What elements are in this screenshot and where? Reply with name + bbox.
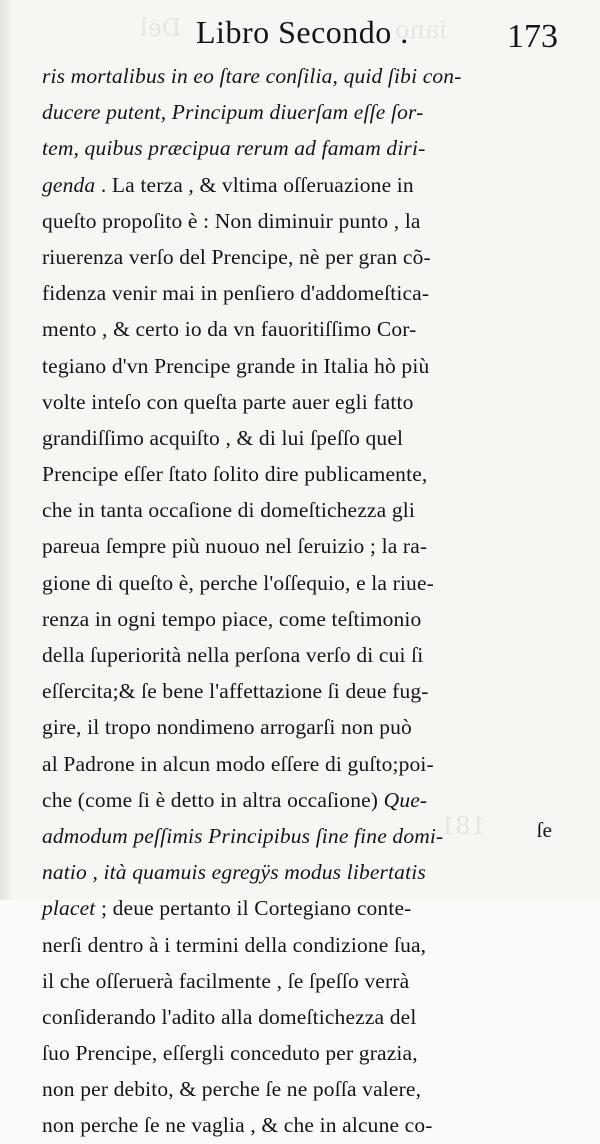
text-line [42, 130, 562, 166]
reverse-bleed-through: Del iano 181 [140, 14, 486, 840]
latin-quote: ris mortalibus in eo ſtare conſilia, quid ſibi con- [42, 64, 462, 88]
text-line: gione di queſto è, perche l'oſſequio, e la riue- [42, 570, 434, 595]
line-text: . La terza , & vltima oſſeruazione in [100, 172, 414, 197]
text-line: renza in ogni tempo piace, come teſtimonio [42, 606, 422, 631]
line-text: che (come ſi è detto in altra occaſione) [42, 787, 384, 812]
text-line: della ſuperiorità nella perſona verſo di cui ſi [42, 643, 424, 667]
latin-quote: admodum peſſimis Principibus ſine fine domi- [42, 823, 444, 848]
text-line: tegiano d'vn Prencipe grande in Italia hò più [42, 353, 430, 378]
text-line: che in tanta occaſione di domeſtichezza gli [42, 498, 415, 523]
page-number: 173 [507, 18, 558, 55]
text-line: queſto propoſito è : Non diminuir punto , la [42, 208, 421, 233]
text-line: non perche ſe ne vaglia , & che in alcune co- [42, 1113, 433, 1138]
text-line [42, 94, 562, 130]
text-line [42, 818, 562, 854]
text-line: nerſi dentro à i termini della condizione ſua, [42, 932, 427, 957]
running-title: Libro Secondo . [196, 14, 409, 50]
text-line: il che oſſeruerà facilmente , ſe ſpeſſo verrà [42, 968, 410, 993]
text-line: pareua ſempre più nuouo nel ſeruizio ; la ra- [42, 534, 428, 559]
text-line: non per debito, & perche ſe ne poſſa valere, [42, 1077, 422, 1102]
latin-quote: natio , ità quamuis egregÿs modus libertatis [42, 860, 426, 885]
page-header [0, 8, 600, 58]
line-text: ; deue pertanto il Cortegiano conte- [100, 896, 412, 921]
latin-quote: ducere putent, Principum diuerſam eſſe ſor- [42, 100, 424, 125]
latin-quote: Que- [383, 787, 428, 812]
text-line [42, 890, 562, 926]
text-line: conſiderando l'adito alla domeſtichezza del [42, 1004, 417, 1029]
text-line [42, 58, 562, 94]
latin-quote: genda [42, 172, 96, 197]
text-line: volte inteſo con queſta parte auer egli fatto [42, 389, 414, 414]
catchword: ſe [536, 818, 552, 842]
text-line: gire, il tropo nondimeno arrogarſi non può [42, 715, 412, 740]
page-edge-shadow [0, 0, 14, 900]
text-line: mento , & certo io da vn fauoritiſſimo Cor- [42, 317, 417, 342]
text-line: ſuo Prencipe, eſſergli conceduto per grazia, [42, 1041, 418, 1066]
latin-quote: placet [42, 896, 96, 921]
text-line [42, 167, 562, 203]
text-line: al Padrone in alcun modo eſſere di guſto;poi- [42, 751, 434, 776]
text-line [42, 782, 562, 818]
text-line: fidenza venir mai in penſiero d'addomeſtica- [42, 281, 430, 306]
text-line [42, 854, 562, 890]
text-line: eſſercita;& ſe bene l'affettazione ſi deue fug- [42, 679, 429, 704]
text-line: Prencipe eſſer ſtato ſolito dire publicamente, [42, 462, 428, 487]
text-line: riuerenza verſo del Prencipe, nè per gran cõ- [42, 244, 431, 269]
body-text [42, 58, 562, 1144]
latin-quote: tem, quibus præcipua rerum ad famam diri- [42, 136, 426, 161]
text-line: grandiſſimo acquiſto , & di lui ſpeſſo quel [42, 425, 404, 450]
